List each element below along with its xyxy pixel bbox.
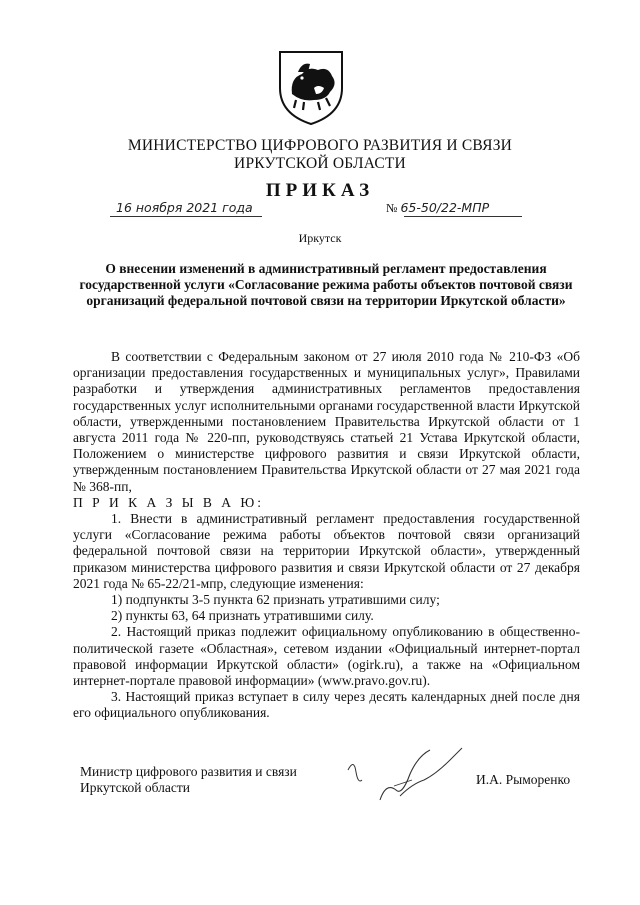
- document-title: О внесении изменений в административный регламент предоставления государственной услуги «Согласование режима работы объектов почтовой связи организаций федеральной почтовой связи на территории Иркутской области»: [79, 261, 573, 308]
- document-city: Иркутск: [298, 231, 342, 245]
- item-1-sub-1: 1) подпункты 3-5 пункта 62 признать утратившими силу;: [111, 592, 440, 608]
- preamble-paragraph: В соответствии с Федеральным законом от 27 июля 2010 года № 210-ФЗ «Об организации предоставления государственных и муниципальных услуг», Правилами разработки и утверждения административных регламентов предоставления государственных услуг исполнительными органами государственной власти Иркутской области, утвержденными постановлением Правительства Иркутской области от 1 августа 2011 года № 220-пп, руководствуясь статьей 21 Устава Иркутской области, Положением о министерстве цифрового развития и связи Иркутской области, утвержденным постановлением Правительства Иркутской области от 27 мая 2021 года № 368-пп,: [73, 349, 580, 494]
- signer-position: [80, 764, 297, 796]
- handwritten-signature-icon: [340, 740, 470, 810]
- document-type: ПРИКАЗ: [265, 180, 375, 201]
- number-prefix: №: [386, 201, 398, 215]
- ministry-name-line2: ИРКУТСКОЙ ОБЛАСТИ: [234, 155, 406, 172]
- number-underline: [404, 216, 522, 217]
- document-number: [386, 200, 489, 216]
- item-1-sub-2: 2) пункты 63, 64 признать утратившими силу.: [111, 608, 374, 624]
- number-value: 65-50/22-МПР: [400, 200, 490, 215]
- signer-position-line2: Иркутской области: [80, 780, 191, 795]
- signer-name: И.А. Рыморенко: [476, 772, 571, 787]
- ministry-name-line1: МИНИСТЕРСТВО ЦИФРОВОГО РАЗВИТИЯ И СВЯЗИ: [127, 137, 513, 154]
- item-1: 1. Внести в административный регламент предоставления государственной услуги «Согласование режима работы объектов почтовой связи организаций федеральной почтовой связи на территории Иркутской области», утвержденный приказом министерства цифрового развития и связи Иркутской области от 27 декабря 2021 года № 65-22/21-мпр, следующие изменения:: [73, 511, 580, 591]
- signer-position-line1: Министр цифрового развития и связи: [80, 764, 297, 779]
- coat-of-arms-icon: [268, 44, 354, 128]
- document-body: [73, 349, 580, 722]
- document-date: 16 ноября 2021 года: [116, 200, 253, 215]
- item-3: 3. Настоящий приказ вступает в силу через десять календарных дней после дня его официального опубликования.: [73, 689, 580, 721]
- date-underline: [110, 216, 262, 217]
- order-word: П Р И К А З Ы В А Ю:: [73, 494, 265, 510]
- item-2: 2. Настоящий приказ подлежит официальному опубликованию в общественно-политической газете «Областная», сетевом издании «Официальный интернет-портал правовой информации Иркутской области» (ogirk.ru), а также на «Официальном интернет-портале правовой информации» (www.pravo.gov.ru).: [73, 624, 580, 689]
